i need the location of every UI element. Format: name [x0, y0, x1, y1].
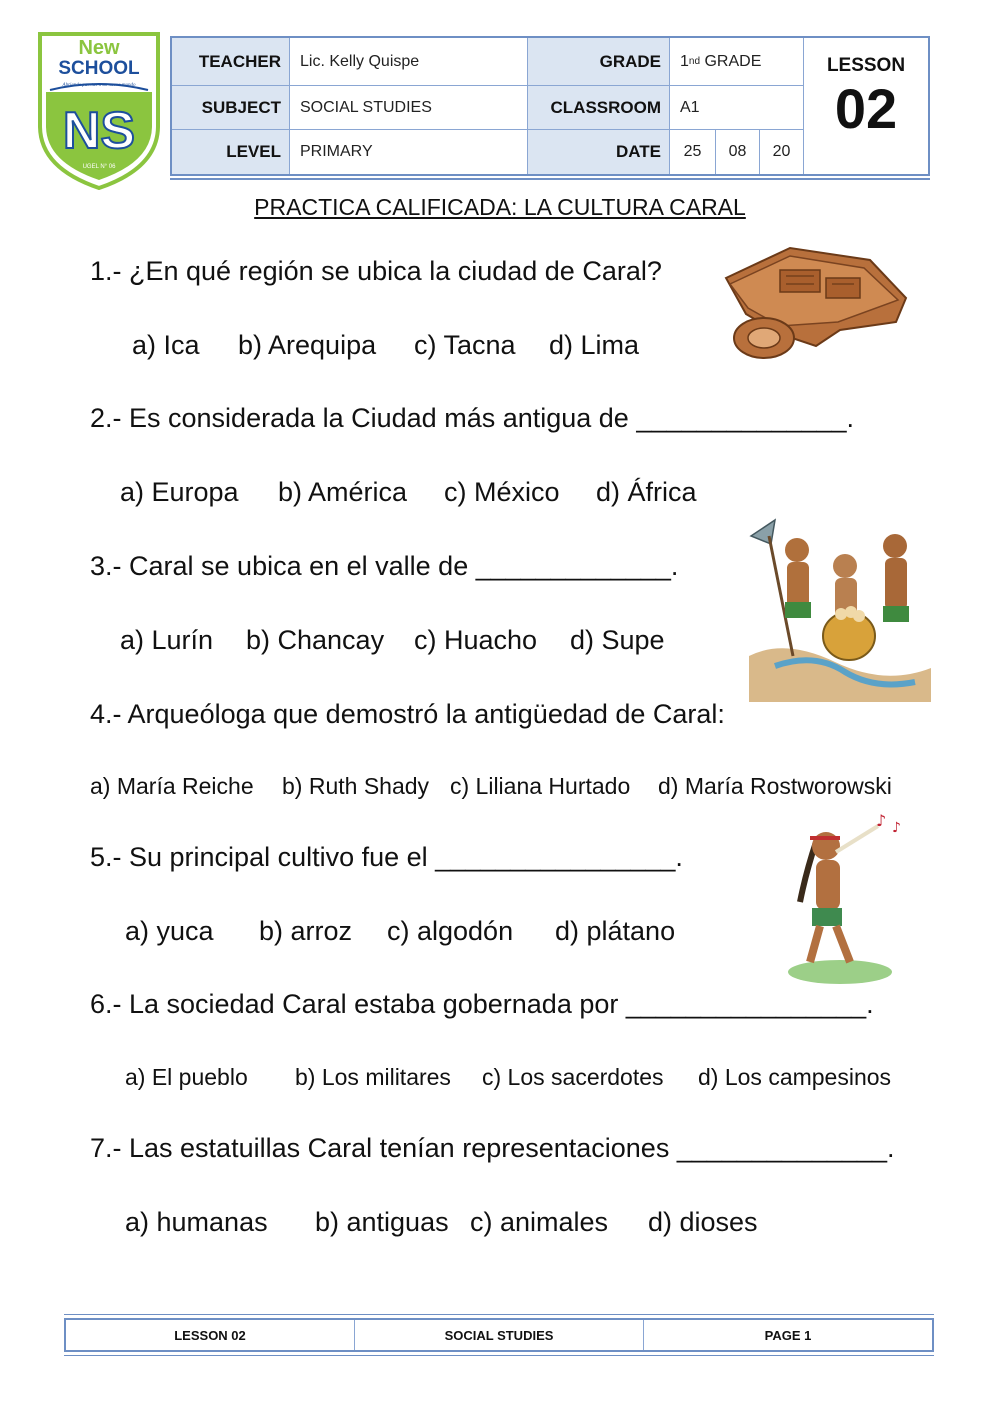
option-4a: a) María Reiche [90, 773, 254, 799]
date-label: DATE [528, 130, 670, 174]
question-6: 6.- La sociedad Caral estaba gobernada por ________________. [90, 989, 874, 1019]
footer-page: PAGE 1 [764, 1327, 812, 1343]
option-5b: b) arroz [259, 916, 353, 946]
teacher-label: TEACHER [172, 38, 290, 86]
option-7c: c) animales [470, 1207, 609, 1237]
options-6 [125, 1064, 891, 1091]
option-4b: b) Ruth Shady [282, 773, 430, 799]
grade-ordinal: 1 [680, 52, 689, 70]
option-3b: b) Chancay [246, 625, 385, 655]
options-3 [120, 625, 665, 656]
grade-value [670, 38, 804, 86]
school-logo [36, 30, 162, 190]
logo-ugel: UGEL N° 06 [82, 164, 116, 170]
lesson-label: LESSON [826, 55, 906, 76]
level-label: LEVEL [172, 130, 290, 174]
option-2a: a) Europa [120, 477, 239, 507]
options-2 [120, 477, 697, 508]
option-6d: d) Los campesinos [698, 1064, 892, 1090]
option-3a: a) Lurín [120, 625, 214, 655]
header-divider [170, 178, 930, 180]
question-7: 7.- Las estatuillas Caral tenían representaciones ______________. [90, 1133, 895, 1163]
footer-lesson: LESSON 02 [66, 1320, 355, 1350]
option-4d: d) María Rostworowski [658, 773, 892, 799]
footer-bottom-line [64, 1355, 934, 1356]
question-5: 5.- Su principal cultivo fue el ________________. [90, 842, 683, 872]
option-7a: a) humanas [125, 1207, 268, 1237]
svg-text:♪: ♪ [876, 812, 887, 830]
grade-word: GRADE [704, 52, 762, 70]
question-1: 1.- ¿En qué región se ubica la ciudad de Caral? [90, 256, 662, 286]
option-6c: c) Los sacerdotes [482, 1064, 664, 1090]
grade-suffix: nd [688, 56, 701, 67]
options-4 [90, 773, 892, 800]
footer-table [64, 1318, 934, 1352]
option-7b: b) antiguas [315, 1207, 449, 1237]
option-4c: c) Liliana Hurtado [450, 773, 631, 799]
logo-monogram: NS [62, 102, 136, 160]
caral-people-illustration [745, 516, 935, 702]
flute-player-illustration [780, 812, 910, 988]
subject-value: SOCIAL STUDIES [290, 86, 528, 130]
svg-text:♪: ♪ [892, 820, 901, 836]
option-6b: b) Los militares [295, 1064, 451, 1090]
option-2c: c) México [444, 477, 560, 507]
footer-top-line [64, 1314, 934, 1315]
classroom-value: A1 [670, 86, 804, 130]
question-3: 3.- Caral se ubica en el valle de _____________. [90, 551, 679, 581]
options-7 [125, 1207, 758, 1238]
level-value: PRIMARY [290, 130, 528, 174]
date-month: 08 [716, 130, 760, 174]
page-title: PRACTICA CALIFICADA: LA CULTURA CARAL [254, 194, 746, 220]
option-5a: a) yuca [125, 916, 214, 946]
question-2: 2.- Es considerada la Ciudad más antigua de ______________. [90, 403, 855, 433]
option-3d: d) Supe [570, 625, 665, 655]
teacher-value: Lic. Kelly Quispe [290, 38, 528, 86]
logo-brand-bottom: SCHOOL [58, 58, 140, 79]
classroom-label: CLASSROOM [528, 86, 670, 130]
subject-label: SUBJECT [172, 86, 290, 130]
option-6a: a) El pueblo [125, 1064, 248, 1090]
option-5d: d) plátano [555, 916, 676, 946]
footer-subject: SOCIAL STUDIES [355, 1320, 644, 1350]
option-5c: c) algodón [387, 916, 514, 946]
date-year: 20 [760, 130, 804, 174]
options-1 [132, 330, 639, 361]
option-1b: b) Arequipa [238, 330, 377, 360]
option-2b: b) América [278, 477, 408, 507]
grade-label: GRADE [528, 38, 670, 86]
options-5 [125, 916, 675, 947]
option-2d: d) África [596, 477, 697, 507]
lesson-number: 02 [834, 77, 898, 140]
logo-tagline: Abriendo puertas a un nuevo mundo [62, 83, 136, 88]
option-1c: c) Tacna [414, 330, 516, 360]
option-1a: a) Ica [132, 330, 200, 360]
header-table [170, 36, 930, 176]
option-3c: c) Huacho [414, 625, 538, 655]
logo-brand-top: New [78, 37, 120, 59]
lesson-box [804, 38, 928, 174]
caral-city-illustration [720, 238, 910, 368]
question-4: 4.- Arqueóloga que demostró la antigüedad de Caral: [90, 699, 725, 729]
date-day: 25 [670, 130, 716, 174]
option-1d: d) Lima [549, 330, 640, 360]
option-7d: d) dioses [648, 1207, 758, 1237]
